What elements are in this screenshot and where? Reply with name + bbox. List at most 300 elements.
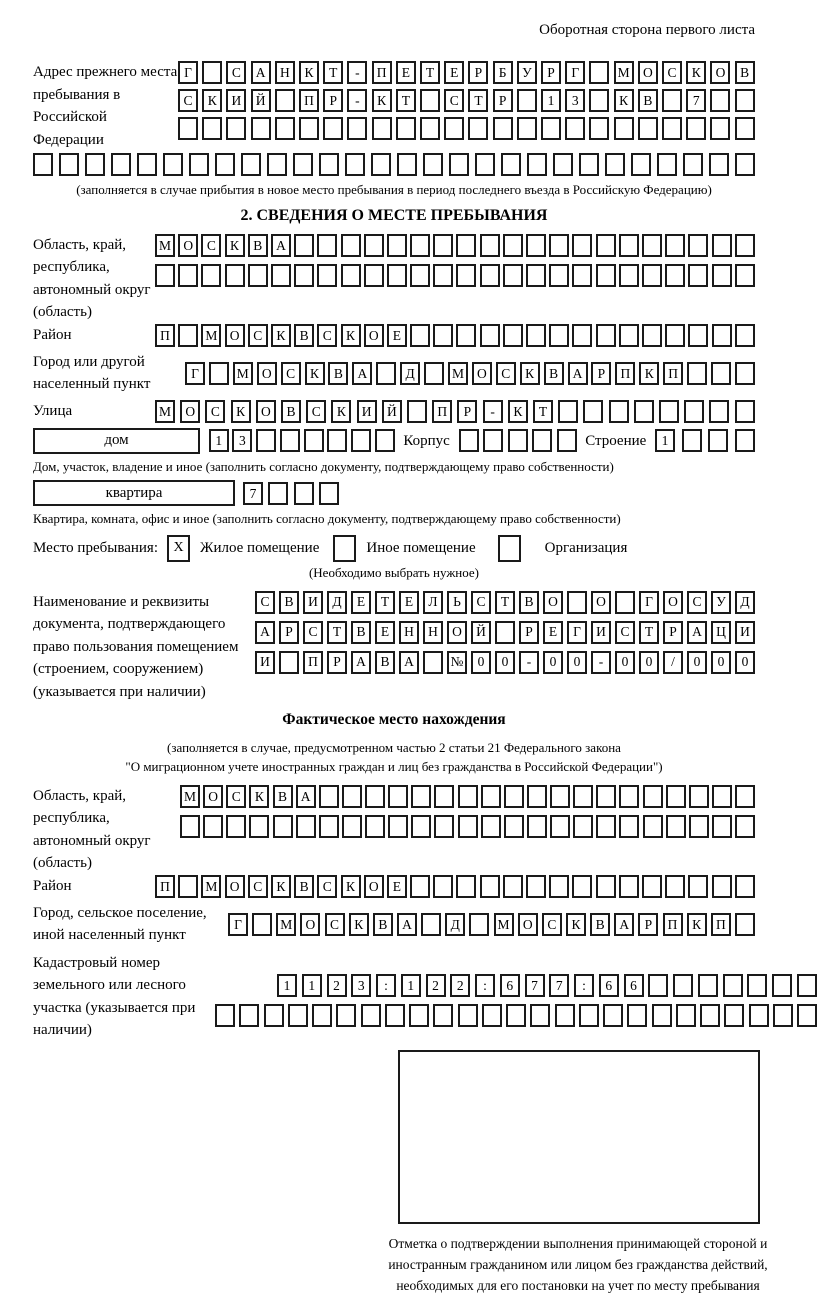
char-cell[interactable]	[596, 324, 616, 347]
house-number-row[interactable]	[209, 429, 395, 452]
char-cell[interactable]: Р	[327, 651, 347, 674]
char-cell[interactable]	[550, 785, 570, 808]
char-cell[interactable]	[444, 117, 464, 140]
char-cell[interactable]: Р	[468, 61, 488, 84]
char-cell[interactable]	[527, 815, 547, 838]
char-cell[interactable]	[304, 429, 324, 452]
char-cell[interactable]: Р	[519, 621, 539, 644]
char-cell[interactable]	[682, 429, 702, 452]
char-cell[interactable]: А	[397, 913, 417, 936]
char-cell[interactable]: П	[372, 61, 392, 84]
char-cell[interactable]	[178, 324, 198, 347]
char-cell[interactable]	[631, 153, 651, 176]
char-cell[interactable]: К	[271, 324, 291, 347]
char-cell[interactable]	[421, 913, 441, 936]
char-cell[interactable]: К	[249, 785, 269, 808]
char-cell[interactable]	[643, 785, 663, 808]
char-cell[interactable]	[410, 264, 430, 287]
char-cell[interactable]	[642, 875, 662, 898]
char-cell[interactable]: -	[519, 651, 539, 674]
char-cell[interactable]	[596, 234, 616, 257]
char-cell[interactable]: О	[180, 400, 200, 423]
char-cell[interactable]	[449, 153, 469, 176]
char-cell[interactable]: 7	[525, 974, 545, 997]
char-cell[interactable]: К	[341, 324, 361, 347]
char-cell[interactable]	[495, 621, 515, 644]
char-cell[interactable]: М	[155, 400, 175, 423]
residential-checkbox[interactable]: X	[167, 535, 190, 562]
previous-address-row-1[interactable]	[178, 61, 755, 84]
char-cell[interactable]: Й	[251, 89, 271, 112]
char-cell[interactable]	[459, 429, 479, 452]
char-cell[interactable]: А	[614, 913, 634, 936]
char-cell[interactable]	[735, 913, 755, 936]
char-cell[interactable]: Т	[327, 621, 347, 644]
char-cell[interactable]	[239, 1004, 259, 1027]
char-cell[interactable]: М	[201, 875, 221, 898]
char-cell[interactable]	[689, 785, 709, 808]
char-cell[interactable]	[364, 264, 384, 287]
char-cell[interactable]	[33, 153, 53, 176]
char-cell[interactable]	[735, 234, 755, 257]
char-cell[interactable]	[456, 234, 476, 257]
char-cell[interactable]	[294, 482, 314, 505]
char-cell[interactable]: 3	[565, 89, 585, 112]
char-cell[interactable]	[202, 61, 222, 84]
char-cell[interactable]	[268, 482, 288, 505]
char-cell[interactable]: 7	[243, 482, 263, 505]
char-cell[interactable]: 2	[426, 974, 446, 997]
char-cell[interactable]: В	[294, 875, 314, 898]
char-cell[interactable]	[503, 875, 523, 898]
char-cell[interactable]: 0	[543, 651, 563, 674]
char-cell[interactable]: Е	[399, 591, 419, 614]
char-cell[interactable]	[249, 815, 269, 838]
char-cell[interactable]: К	[686, 61, 706, 84]
char-cell[interactable]: У	[517, 61, 537, 84]
char-cell[interactable]: К	[520, 362, 540, 385]
char-cell[interactable]	[456, 264, 476, 287]
char-cell[interactable]	[797, 1004, 817, 1027]
char-cell[interactable]: :	[574, 974, 594, 997]
char-cell[interactable]	[642, 264, 662, 287]
char-cell[interactable]: В	[519, 591, 539, 614]
char-cell[interactable]: -	[347, 89, 367, 112]
char-cell[interactable]: Е	[396, 61, 416, 84]
char-cell[interactable]: №	[447, 651, 467, 674]
char-cell[interactable]	[371, 153, 391, 176]
char-cell[interactable]	[423, 651, 443, 674]
char-cell[interactable]	[409, 1004, 429, 1027]
char-cell[interactable]	[596, 264, 616, 287]
char-cell[interactable]	[619, 815, 639, 838]
char-cell[interactable]	[735, 785, 755, 808]
char-cell[interactable]	[708, 429, 728, 452]
char-cell[interactable]: В	[279, 591, 299, 614]
char-cell[interactable]	[605, 153, 625, 176]
char-cell[interactable]: Е	[444, 61, 464, 84]
char-cell[interactable]	[735, 362, 755, 385]
char-cell[interactable]: 0	[639, 651, 659, 674]
char-cell[interactable]: О	[638, 61, 658, 84]
char-cell[interactable]	[480, 875, 500, 898]
char-cell[interactable]	[342, 815, 362, 838]
char-cell[interactable]	[688, 264, 708, 287]
char-cell[interactable]	[299, 117, 319, 140]
cadastral-row-1[interactable]	[277, 974, 817, 997]
char-cell[interactable]	[772, 974, 792, 997]
char-cell[interactable]: Е	[351, 591, 371, 614]
char-cell[interactable]	[508, 429, 528, 452]
char-cell[interactable]	[294, 234, 314, 257]
actual-region-row-2[interactable]	[180, 815, 755, 838]
char-cell[interactable]: 0	[495, 651, 515, 674]
char-cell[interactable]: Р	[663, 621, 683, 644]
char-cell[interactable]: М	[233, 362, 253, 385]
char-cell[interactable]	[327, 429, 347, 452]
char-cell[interactable]: С	[687, 591, 707, 614]
char-cell[interactable]: П	[663, 913, 683, 936]
char-cell[interactable]	[215, 1004, 235, 1027]
char-cell[interactable]: О	[256, 400, 276, 423]
char-cell[interactable]	[662, 89, 682, 112]
char-cell[interactable]	[735, 815, 755, 838]
char-cell[interactable]	[662, 117, 682, 140]
char-cell[interactable]	[503, 324, 523, 347]
char-cell[interactable]	[273, 815, 293, 838]
char-cell[interactable]	[137, 153, 157, 176]
char-cell[interactable]: А	[255, 621, 275, 644]
char-cell[interactable]	[665, 875, 685, 898]
char-cell[interactable]	[226, 117, 246, 140]
char-cell[interactable]	[553, 153, 573, 176]
char-cell[interactable]	[747, 974, 767, 997]
char-cell[interactable]: П	[155, 324, 175, 347]
char-cell[interactable]: П	[303, 651, 323, 674]
char-cell[interactable]	[709, 153, 729, 176]
char-cell[interactable]	[458, 815, 478, 838]
char-cell[interactable]	[589, 89, 609, 112]
char-cell[interactable]: Е	[387, 875, 407, 898]
char-cell[interactable]	[684, 400, 704, 423]
char-cell[interactable]	[319, 785, 339, 808]
char-cell[interactable]	[225, 264, 245, 287]
char-cell[interactable]	[163, 153, 183, 176]
char-cell[interactable]	[388, 785, 408, 808]
char-cell[interactable]	[572, 264, 592, 287]
char-cell[interactable]	[341, 234, 361, 257]
char-cell[interactable]: 6	[599, 974, 619, 997]
char-cell[interactable]: В	[281, 400, 301, 423]
char-cell[interactable]: И	[255, 651, 275, 674]
char-cell[interactable]	[687, 362, 707, 385]
previous-address-row-2[interactable]	[178, 89, 755, 112]
char-cell[interactable]: С	[201, 234, 221, 257]
char-cell[interactable]	[735, 153, 755, 176]
char-cell[interactable]	[434, 785, 454, 808]
char-cell[interactable]: С	[248, 875, 268, 898]
char-cell[interactable]: С	[303, 621, 323, 644]
char-cell[interactable]	[549, 875, 569, 898]
char-cell[interactable]: О	[518, 913, 538, 936]
char-cell[interactable]	[365, 815, 385, 838]
char-cell[interactable]	[527, 153, 547, 176]
char-cell[interactable]: О	[591, 591, 611, 614]
char-cell[interactable]	[735, 324, 755, 347]
char-cell[interactable]	[638, 117, 658, 140]
char-cell[interactable]	[475, 153, 495, 176]
char-cell[interactable]	[351, 429, 371, 452]
char-cell[interactable]	[397, 153, 417, 176]
char-cell[interactable]	[375, 429, 395, 452]
char-cell[interactable]	[797, 974, 817, 997]
char-cell[interactable]: Е	[375, 621, 395, 644]
char-cell[interactable]	[634, 400, 654, 423]
char-cell[interactable]: М	[180, 785, 200, 808]
char-cell[interactable]	[271, 264, 291, 287]
char-cell[interactable]	[589, 117, 609, 140]
char-cell[interactable]	[503, 234, 523, 257]
char-cell[interactable]	[469, 913, 489, 936]
char-cell[interactable]	[433, 324, 453, 347]
char-cell[interactable]: И	[303, 591, 323, 614]
char-cell[interactable]: Д	[327, 591, 347, 614]
char-cell[interactable]	[248, 264, 268, 287]
char-cell[interactable]	[573, 785, 593, 808]
char-cell[interactable]: С	[542, 913, 562, 936]
char-cell[interactable]	[643, 815, 663, 838]
char-cell[interactable]: С	[255, 591, 275, 614]
char-cell[interactable]	[317, 234, 337, 257]
char-cell[interactable]: И	[591, 621, 611, 644]
char-cell[interactable]: С	[615, 621, 635, 644]
char-cell[interactable]: Г	[565, 61, 585, 84]
char-cell[interactable]	[279, 651, 299, 674]
char-cell[interactable]: Н	[423, 621, 443, 644]
char-cell[interactable]	[456, 875, 476, 898]
char-cell[interactable]	[642, 324, 662, 347]
char-cell[interactable]	[735, 400, 755, 423]
char-cell[interactable]	[480, 234, 500, 257]
char-cell[interactable]	[434, 815, 454, 838]
char-cell[interactable]	[288, 1004, 308, 1027]
char-cell[interactable]	[579, 1004, 599, 1027]
char-cell[interactable]	[178, 264, 198, 287]
char-cell[interactable]	[319, 153, 339, 176]
char-cell[interactable]: Г	[228, 913, 248, 936]
char-cell[interactable]: К	[508, 400, 528, 423]
char-cell[interactable]	[458, 1004, 478, 1027]
char-cell[interactable]	[710, 117, 730, 140]
char-cell[interactable]	[111, 153, 131, 176]
char-cell[interactable]: И	[226, 89, 246, 112]
char-cell[interactable]	[619, 785, 639, 808]
char-cell[interactable]	[372, 117, 392, 140]
char-cell[interactable]	[480, 324, 500, 347]
char-cell[interactable]	[482, 1004, 502, 1027]
char-cell[interactable]: Т	[468, 89, 488, 112]
document-row-1[interactable]	[255, 591, 755, 614]
korpus-row[interactable]	[459, 429, 577, 452]
char-cell[interactable]: П	[432, 400, 452, 423]
char-cell[interactable]: И	[735, 621, 755, 644]
char-cell[interactable]	[481, 785, 501, 808]
char-cell[interactable]	[506, 1004, 526, 1027]
char-cell[interactable]	[648, 974, 668, 997]
char-cell[interactable]	[424, 362, 444, 385]
char-cell[interactable]	[735, 264, 755, 287]
char-cell[interactable]	[710, 89, 730, 112]
char-cell[interactable]	[407, 400, 427, 423]
char-cell[interactable]	[572, 324, 592, 347]
char-cell[interactable]: А	[296, 785, 316, 808]
char-cell[interactable]: 1	[541, 89, 561, 112]
char-cell[interactable]: Р	[541, 61, 561, 84]
char-cell[interactable]: /	[663, 651, 683, 674]
char-cell[interactable]	[712, 264, 732, 287]
char-cell[interactable]: О	[710, 61, 730, 84]
char-cell[interactable]	[385, 1004, 405, 1027]
char-cell[interactable]	[527, 785, 547, 808]
char-cell[interactable]	[345, 153, 365, 176]
char-cell[interactable]	[526, 875, 546, 898]
char-cell[interactable]	[480, 264, 500, 287]
char-cell[interactable]	[267, 153, 287, 176]
char-cell[interactable]: М	[448, 362, 468, 385]
char-cell[interactable]: О	[225, 324, 245, 347]
char-cell[interactable]: С	[496, 362, 516, 385]
char-cell[interactable]: У	[711, 591, 731, 614]
char-cell[interactable]	[189, 153, 209, 176]
char-cell[interactable]: О	[364, 324, 384, 347]
char-cell[interactable]: В	[351, 621, 371, 644]
char-cell[interactable]	[589, 61, 609, 84]
char-cell[interactable]: В	[544, 362, 564, 385]
char-cell[interactable]: К	[331, 400, 351, 423]
char-cell[interactable]: В	[735, 61, 755, 84]
apartment-field-box[interactable]: квартира	[33, 480, 235, 506]
char-cell[interactable]: Е	[387, 324, 407, 347]
char-cell[interactable]: 6	[500, 974, 520, 997]
char-cell[interactable]: М	[201, 324, 221, 347]
char-cell[interactable]	[689, 815, 709, 838]
actual-district-row[interactable]	[155, 875, 755, 898]
char-cell[interactable]: Р	[457, 400, 477, 423]
char-cell[interactable]: А	[251, 61, 271, 84]
char-cell[interactable]	[573, 815, 593, 838]
char-cell[interactable]	[410, 875, 430, 898]
char-cell[interactable]	[364, 234, 384, 257]
char-cell[interactable]: К	[202, 89, 222, 112]
char-cell[interactable]	[178, 875, 198, 898]
char-cell[interactable]	[555, 1004, 575, 1027]
char-cell[interactable]	[517, 89, 537, 112]
char-cell[interactable]	[673, 974, 693, 997]
char-cell[interactable]	[749, 1004, 769, 1027]
char-cell[interactable]	[215, 153, 235, 176]
previous-address-row-3[interactable]	[178, 117, 755, 140]
char-cell[interactable]	[665, 324, 685, 347]
char-cell[interactable]: С	[205, 400, 225, 423]
char-cell[interactable]: -	[483, 400, 503, 423]
char-cell[interactable]: К	[341, 875, 361, 898]
char-cell[interactable]	[532, 429, 552, 452]
char-cell[interactable]: Ь	[447, 591, 467, 614]
char-cell[interactable]: В	[638, 89, 658, 112]
apartment-number-row[interactable]	[243, 482, 339, 505]
char-cell[interactable]	[365, 785, 385, 808]
char-cell[interactable]: М	[494, 913, 514, 936]
char-cell[interactable]: К	[349, 913, 369, 936]
char-cell[interactable]: Р	[493, 89, 513, 112]
char-cell[interactable]: В	[248, 234, 268, 257]
char-cell[interactable]: С	[248, 324, 268, 347]
char-cell[interactable]: В	[328, 362, 348, 385]
actual-city-row[interactable]	[228, 913, 755, 936]
char-cell[interactable]	[711, 362, 731, 385]
char-cell[interactable]	[526, 264, 546, 287]
char-cell[interactable]	[280, 429, 300, 452]
char-cell[interactable]: П	[615, 362, 635, 385]
char-cell[interactable]: А	[687, 621, 707, 644]
char-cell[interactable]	[709, 400, 729, 423]
char-cell[interactable]	[85, 153, 105, 176]
char-cell[interactable]: С	[662, 61, 682, 84]
char-cell[interactable]	[59, 153, 79, 176]
char-cell[interactable]: 1	[302, 974, 322, 997]
char-cell[interactable]: П	[299, 89, 319, 112]
char-cell[interactable]	[319, 815, 339, 838]
char-cell[interactable]	[579, 153, 599, 176]
char-cell[interactable]: Й	[471, 621, 491, 644]
char-cell[interactable]: В	[375, 651, 395, 674]
char-cell[interactable]	[688, 234, 708, 257]
char-cell[interactable]: К	[299, 61, 319, 84]
char-cell[interactable]	[483, 429, 503, 452]
char-cell[interactable]: К	[305, 362, 325, 385]
char-cell[interactable]: 3	[351, 974, 371, 997]
char-cell[interactable]: С	[178, 89, 198, 112]
char-cell[interactable]	[659, 400, 679, 423]
char-cell[interactable]	[387, 264, 407, 287]
char-cell[interactable]	[549, 234, 569, 257]
char-cell[interactable]	[683, 153, 703, 176]
char-cell[interactable]	[341, 264, 361, 287]
char-cell[interactable]: С	[444, 89, 464, 112]
char-cell[interactable]	[396, 117, 416, 140]
char-cell[interactable]	[609, 400, 629, 423]
char-cell[interactable]: Г	[185, 362, 205, 385]
char-cell[interactable]: П	[155, 875, 175, 898]
char-cell[interactable]	[433, 1004, 453, 1027]
char-cell[interactable]	[712, 875, 732, 898]
char-cell[interactable]	[241, 153, 261, 176]
char-cell[interactable]	[312, 1004, 332, 1027]
char-cell[interactable]: 0	[735, 651, 755, 674]
char-cell[interactable]	[458, 785, 478, 808]
house-field-box[interactable]: дом	[33, 428, 200, 454]
char-cell[interactable]	[712, 815, 732, 838]
char-cell[interactable]	[642, 234, 662, 257]
char-cell[interactable]	[665, 234, 685, 257]
char-cell[interactable]: -	[347, 61, 367, 84]
organization-checkbox[interactable]	[498, 535, 521, 562]
char-cell[interactable]: Р	[638, 913, 658, 936]
char-cell[interactable]	[698, 974, 718, 997]
char-cell[interactable]	[433, 234, 453, 257]
char-cell[interactable]	[735, 875, 755, 898]
char-cell[interactable]: А	[351, 651, 371, 674]
